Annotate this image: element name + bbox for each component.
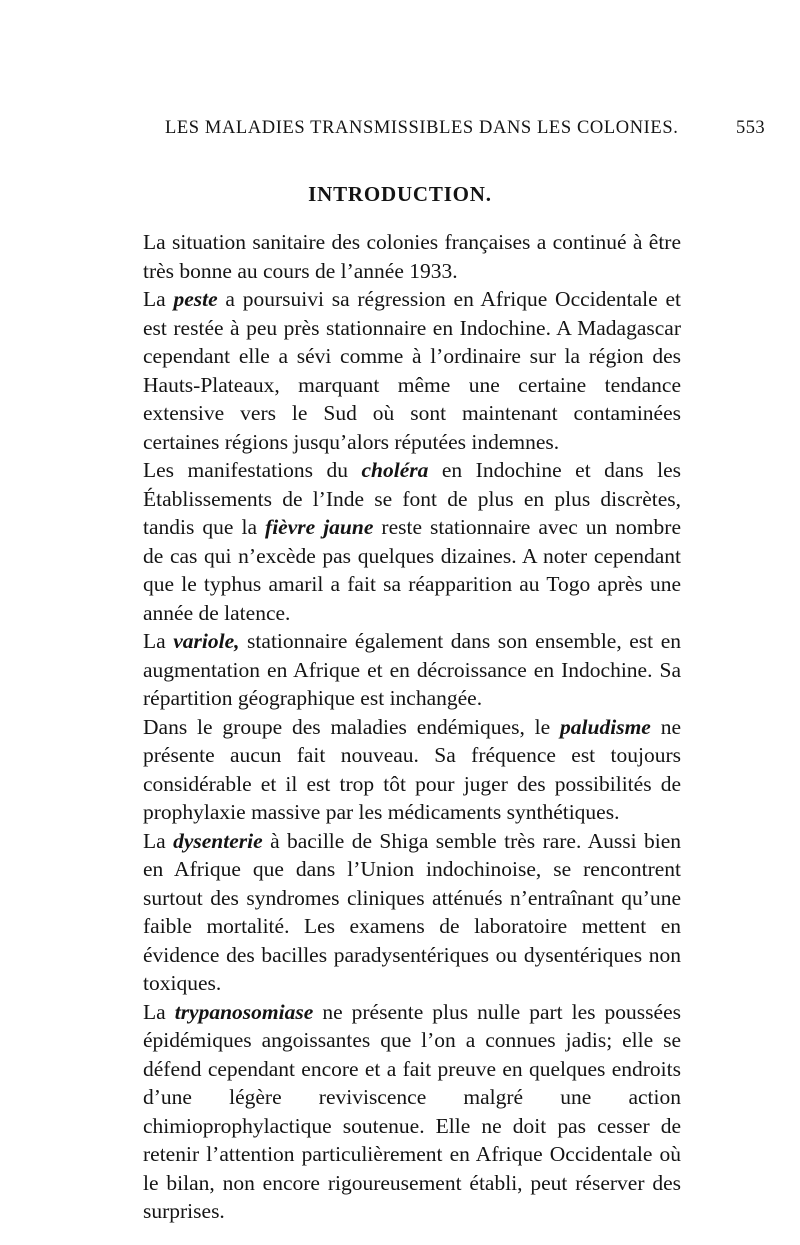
section-title: INTRODUCTION. — [308, 182, 492, 206]
paragraph-text: La — [143, 828, 174, 853]
keyword-dysenterie: dysenterie — [173, 828, 263, 853]
paragraph-text: La situation sanitaire des colonies françaises a continué à être très bonne au cours de l’année 1933. — [143, 230, 681, 283]
body-text — [143, 228, 681, 1226]
keyword-variole: variole, — [173, 629, 240, 653]
paragraph-2 — [143, 285, 681, 456]
keyword-trypanosomiase: trypanosomiase — [174, 999, 314, 1024]
keyword-paludisme: paludisme — [560, 714, 651, 739]
paragraph-text: reste stationnaire avec un nombre de cas qui n’excède pas quelques dizaines. A noter cependant que le typhus amaril a fait sa réapparition au Togo après une année de latence. — [143, 515, 681, 625]
paragraph-text: Dans le groupe des maladies endémiques, le — [143, 714, 561, 739]
paragraph-text: ne présente plus nulle part les poussées épidémiques angoissantes que l’on a connues jadis; elle se défend cependant encore et a fait preuve en quelques endroits d’une légère reviviscence malgré une action chimioprophylactique soutenue. Elle ne doit pas cesser de retenir l’attention particulièrement en Afrique Occidentale où le bilan, non encore rigoureusement établi, peut réserver des surprises. — [143, 999, 681, 1223]
keyword-cholera: choléra — [361, 458, 429, 482]
paragraph-text: La — [143, 629, 174, 653]
keyword-fievre-jaune: fièvre jaune — [265, 515, 374, 539]
paragraph-1 — [143, 228, 681, 285]
keyword-peste: peste — [173, 287, 218, 311]
running-title: LES MALADIES TRANSMISSIBLES DANS LES COLONIES. — [165, 118, 679, 138]
paragraph-text: La — [143, 287, 174, 311]
paragraph-4 — [143, 627, 681, 713]
running-header — [165, 118, 765, 144]
paragraph-5 — [143, 713, 681, 827]
paragraph-text: ne présente aucun fait nouveau. Sa fréquence est toujours considérable et il est trop tôt pour juger des possibilités de prophylaxie massive par les médicaments synthétiques. — [143, 714, 681, 824]
paragraph-text: stationnaire également dans son ensemble, est en augmentation en Afrique et en décroissance en Indochine. Sa répartition géographique est inchangée. — [143, 629, 681, 710]
paragraph-text: à bacille de Shiga semble très rare. Aussi bien en Afrique que dans l’Union indochinoise, se rencontrent surtout des syndromes cliniques atténués n’entraînant qu’une faible mortalité. Les examens de laboratoire mettent en évidence des bacilles paradysentériques ou dysentériques non toxiques. — [143, 828, 681, 995]
paragraph-text: La — [143, 999, 175, 1024]
paragraph-6 — [143, 827, 681, 998]
paragraph-text: a poursuivi sa régression en Afrique Occidentale et est restée à peu près stationnaire en Indochine. A Madagascar cependant elle a sévi comme à l’ordinaire sur la région des Hauts-Plateaux, marquant même une certaine tendance extensive vers le Sud où sont maintenant contaminées certaines régions jusqu’alors réputées indemnes. — [143, 287, 681, 454]
paragraph-text: en Indochine et dans les Établissements de l’Inde se font de plus en plus discrètes, tandis que la — [143, 458, 681, 539]
paragraph-text: Les manifestations du — [143, 458, 362, 482]
paragraph-3 — [143, 456, 681, 627]
paragraph-7 — [143, 998, 681, 1226]
page-number: 553 — [736, 118, 765, 138]
